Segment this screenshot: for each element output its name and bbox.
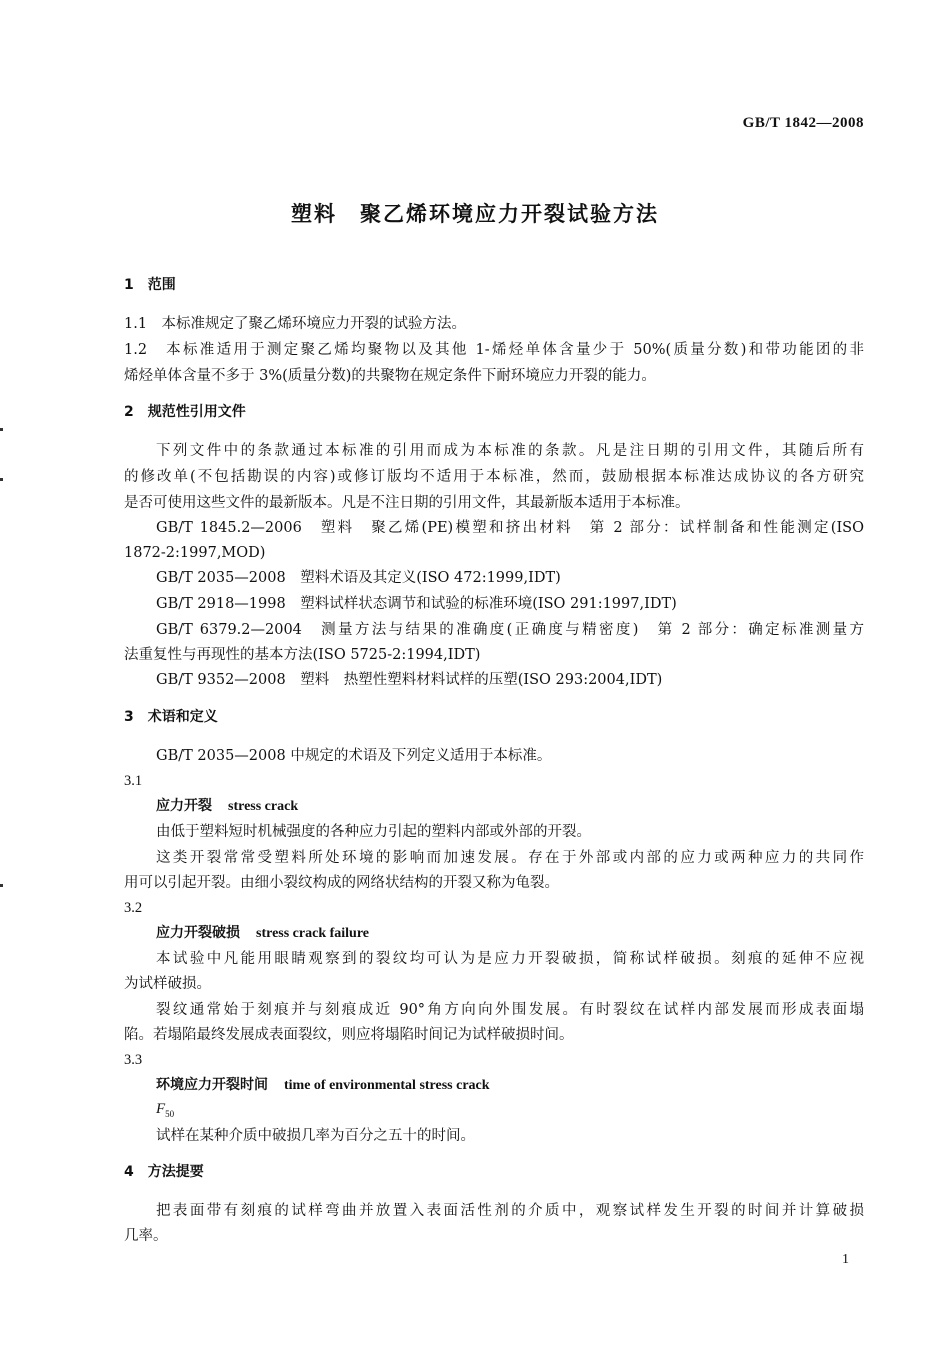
scan-mark — [0, 884, 3, 887]
term-3-3-title — [156, 1075, 864, 1096]
term-3-2-note-line-1: 裂纹通常始于刻痕并与刻痕成近 90°角方向向外围发展。有时裂纹在试样内部发展而形成表面塌 — [156, 1002, 864, 1018]
scan-mark — [0, 428, 3, 431]
term-3-2-number: 3.2 — [124, 900, 143, 916]
section-4-text-line-1: 把表面带有刻痕的试样弯曲并放置入表面活性剂的介质中，观察试样发生开裂的时间并计算破损 — [156, 1203, 864, 1219]
standard-number: GB/T 1842—2008 — [742, 115, 864, 131]
section-3-heading: 3 术语和定义 — [124, 709, 218, 725]
term-3-3-symbol — [156, 1099, 864, 1124]
reference-1-line-1: GB/T 1845.2—2006 塑料 聚乙烯(PE)模塑和挤出材料 第 2 部分：试样制备和性能测定(ISO — [156, 520, 864, 536]
term-3-1-definition: 由低于塑料短时机械强度的各种应力引起的塑料内部或外部的开裂。 — [156, 824, 591, 840]
term-3-1-number: 3.1 — [124, 773, 143, 789]
symbol-subscript: 50 — [165, 1109, 175, 1119]
section-4-text-line-2: 几率。 — [124, 1228, 168, 1244]
section-1-heading: 1 范围 — [124, 277, 176, 293]
reference-3: GB/T 2918—1998 塑料试样状态调节和试验的标准环境(ISO 291:1997,IDT) — [156, 596, 677, 612]
reference-4-line-1: GB/T 6379.2—2004 测量方法与结果的准确度(正确度与精密度) 第 2 部分：确定标准测量方 — [156, 622, 864, 638]
term-3-2-chinese: 应力开裂破损 — [156, 925, 240, 941]
reference-4-line-2: 法重复性与再现性的基本方法(ISO 5725-2:1994,IDT) — [124, 647, 481, 663]
reference-1-line-2: 1872-2:1997,MOD) — [124, 545, 266, 561]
document-title: 塑料 聚乙烯环境应力开裂试验方法 — [291, 202, 659, 226]
section-2-heading: 2 规范性引用文件 — [124, 404, 246, 420]
section-2-intro-line-2: 的修改单(不包括勘误的内容)或修订版均不适用于本标准，然而，鼓励根据本标准达成协议的各方研究 — [124, 469, 864, 485]
clause-1-1: 1.1 本标准规定了聚乙烯环境应力开裂的试验方法。 — [124, 316, 467, 332]
clause-1-2-line-2: 烯烃单体含量不多于 3%(质量分数)的共聚物在规定条件下耐环境应力开裂的能力。 — [124, 368, 656, 384]
term-3-2-title — [156, 923, 864, 944]
term-3-2-note-line-2: 陷。若塌陷最终发展成表面裂纹，则应将塌陷时间记为试样破损时间。 — [124, 1027, 574, 1043]
term-3-1-note-line-1: 这类开裂常常受塑料所处环境的影响而加速发展。存在于外部或内部的应力或两种应力的共同作 — [156, 850, 864, 866]
symbol-letter: F — [156, 1101, 166, 1117]
section-2-intro-line-3: 是否可使用这些文件的最新版本。凡是不注日期的引用文件，其最新版本适用于本标准。 — [124, 495, 690, 511]
term-3-3-definition: 试样在某种介质中破损几率为百分之五十的时间。 — [156, 1128, 475, 1144]
section-3-intro: GB/T 2035—2008 中规定的术语及下列定义适用于本标准。 — [156, 748, 552, 764]
term-3-1-english: stress crack — [228, 799, 299, 814]
term-3-2-definition-line-1: 本试验中凡能用眼睛观察到的裂纹均可认为是应力开裂破损，简称试样破损。刻痕的延伸不应视 — [156, 951, 864, 967]
reference-2: GB/T 2035—2008 塑料术语及其定义(ISO 472:1999,IDT) — [156, 570, 561, 586]
term-3-3-chinese: 环境应力开裂时间 — [156, 1077, 268, 1093]
scan-mark — [0, 478, 3, 481]
term-3-1-note-line-2: 用可以引起开裂。由细小裂纹构成的网络状结构的开裂又称为龟裂。 — [124, 875, 559, 891]
clause-1-2-line-1: 1.2 本标准适用于测定聚乙烯均聚物以及其他 1-烯烃单体含量少于 50%(质量分数)和带功能团的非 — [124, 342, 864, 358]
term-3-1-chinese: 应力开裂 — [156, 798, 212, 814]
section-4-heading: 4 方法提要 — [124, 1164, 204, 1180]
term-3-3-english: time of environmental stress crack — [284, 1078, 490, 1093]
reference-5: GB/T 9352—2008 塑料 热塑性塑料材料试样的压塑(ISO 293:2004,IDT) — [156, 672, 663, 688]
term-3-2-definition-line-2: 为试样破损。 — [124, 976, 211, 992]
term-3-1-title — [156, 796, 864, 817]
section-2-intro-line-1: 下列文件中的条款通过本标准的引用而成为本标准的条款。凡是注日期的引用文件，其随后所有 — [156, 443, 864, 459]
term-3-3-number: 3.3 — [124, 1052, 143, 1068]
page-number: 1 — [842, 1252, 849, 1267]
term-3-2-english: stress crack failure — [256, 926, 370, 941]
